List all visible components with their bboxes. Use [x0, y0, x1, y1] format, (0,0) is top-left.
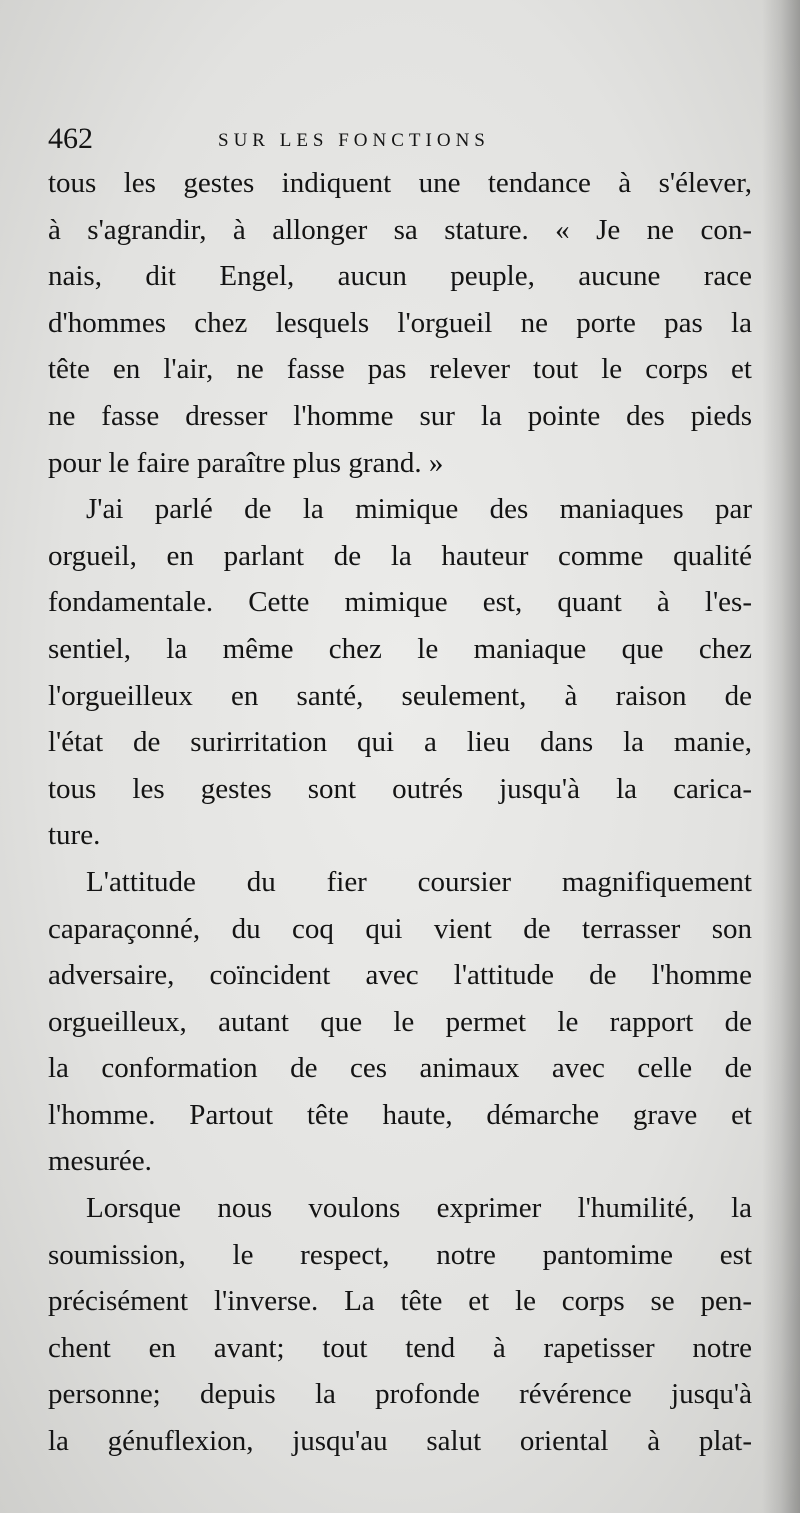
text-line: l'homme. Partout tête haute, démarche grave et: [48, 1098, 752, 1131]
text-line: chent en avant; tout tend à rapetisser notre: [48, 1331, 752, 1364]
text-line: ne fasse dresser l'homme sur la pointe des pieds: [48, 399, 752, 432]
text-line: pour le faire paraître plus grand. »: [48, 446, 444, 479]
text-line: précisément l'inverse. La tête et le corps se pen-: [48, 1285, 752, 1318]
text-line: sentiel, la même chez le maniaque que chez: [48, 632, 752, 665]
text-line: tous les gestes sont outrés jusqu'à la carica-: [48, 772, 752, 805]
text-line: d'hommes chez lesquels l'orgueil ne porte pas la: [48, 306, 752, 339]
text-line: adversaire, coïncident avec l'attitude de l'homme: [48, 959, 752, 992]
text-line: l'orgueilleux en santé, seulement, à raison de: [48, 679, 752, 712]
spine-shadow: [762, 0, 800, 1513]
text-line: mesurée.: [48, 1145, 152, 1178]
text-line: la conformation de ces animaux avec celle de: [48, 1052, 752, 1085]
text-line: à s'agrandir, à allonger sa stature. « Je ne con-: [48, 213, 752, 246]
running-head: SUR LES FONCTIONS: [218, 130, 490, 151]
text-line: orgueil, en parlant de la hauteur comme qualité: [48, 539, 752, 572]
text-line: fondamentale. Cette mimique est, quant à l'es-: [48, 586, 752, 619]
text-line: tête en l'air, ne fasse pas relever tout le corps et: [48, 353, 752, 386]
text-line: orgueilleux, autant que le permet le rapport de: [48, 1005, 752, 1038]
paragraph-start-line: L'attitude du fier coursier magnifiquement: [86, 865, 752, 898]
text-line: personne; depuis la profonde révérence jusqu'à: [48, 1378, 752, 1411]
text-line: la génuflexion, jusqu'au salut oriental à plat-: [48, 1425, 752, 1458]
text-line: ture.: [48, 819, 101, 852]
text-line: soumission, le respect, notre pantomime est: [48, 1238, 752, 1271]
text-line: caparaçonné, du coq qui vient de terrasser son: [48, 912, 752, 945]
paragraph-start-line: J'ai parlé de la mimique des maniaques par: [86, 493, 752, 526]
paragraph-start-line: Lorsque nous voulons exprimer l'humilité, la: [86, 1192, 752, 1225]
text-line: tous les gestes indiquent une tendance à s'élever,: [48, 167, 752, 199]
body-text: [48, 160, 752, 1465]
text-line: l'état de surirritation qui a lieu dans la manie,: [48, 726, 752, 759]
text-line: nais, dit Engel, aucun peuple, aucune race: [48, 260, 752, 293]
page-number: 462: [48, 122, 93, 155]
page-header: [48, 122, 748, 162]
